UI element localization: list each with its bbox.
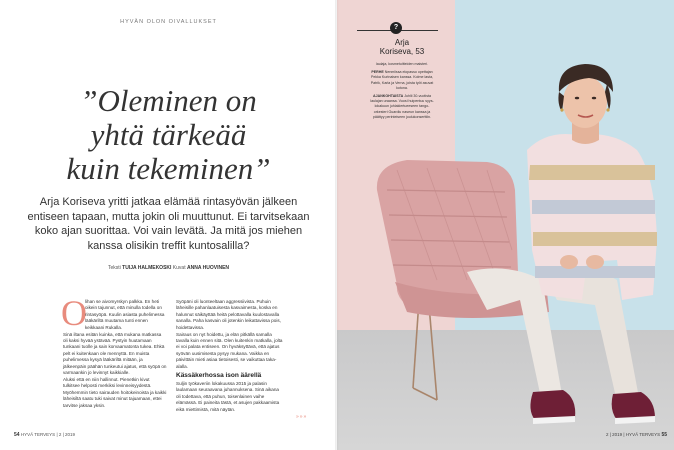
credits: [0, 265, 337, 271]
body-column-1: [61, 293, 167, 409]
body-paragraph: Suljin työkaveriin lokakuussa 2015 ja palasin laulamaan seuraavana juhannuksena. Sinä aikana oli todettava, että puhun, toisenlainen vaihe elämässä. Ei paineita tästä, et asujen pakkaamista eikä miettimistä, mitä näytän.: [176, 380, 280, 412]
info-paragraph-text: laulaja, kosmetuitteiden maisteri.: [375, 62, 429, 66]
info-text: [369, 62, 435, 123]
magazine-name: HYVÄ TERVEYS: [625, 432, 661, 437]
body-paragraph: lihan se aivomyrskyn palkka. En heti oikein tajunnut, että minulla todella on rintasyöpä. Kuulin asiasta puhelimessa lääkäriltä muutama tunti ennen keikkaani Rukalla.: [85, 299, 165, 330]
info-paragraph: [369, 94, 435, 120]
headline-line-1: ”Oleminen on: [80, 83, 257, 118]
headline-line-2: yhtä tärkeää: [90, 117, 247, 152]
subheading: Kässäkerhossa ison äärellä: [176, 371, 262, 379]
credit-text-label: Teksti: [107, 265, 121, 271]
page-number: 54: [14, 432, 20, 438]
issue-number: 2 | 2019: [605, 432, 623, 437]
body-paragraph: Sinä iltana esitän kuinka, että mukana matkassa oli kaksi hyvää ystävää. Pystyin huutamaan tunkaani tuolle ja sain korvaamatonta tukea. Ehkä pelt ei kuitenkaan ole mennyttä. En muista puhelimessa kysyä lääkäriltä mitään, ja jälkeenpäin päähän tunkeutui ajatus, että syöpä on varmaankin jo levinnyt kaikkialle.: [63, 331, 167, 375]
credit-text-author: TUIJA HALMEKOSKI: [122, 265, 172, 271]
info-paragraph-lead: AJANKOHTAISTA: [373, 94, 404, 99]
credit-photo-author: ANNA HUOVINEN: [186, 265, 230, 271]
lede: Arja Koriseva yritti jatkaa elämää rintasyövän jälkeen entiseen tapaan, mutta jokin oli muuttunut. Ei tarvitsekaan koko ajan suorittaa. Voi vain levätä. Ja mitä jos miehen kanssa olisikin treffit kuntosalilla?: [27, 196, 310, 252]
section-label: HYVÄN OLON OIVALLUKSET: [120, 19, 217, 25]
question-badge: ?: [390, 22, 402, 34]
issue-number: 2 | 2019: [58, 432, 76, 437]
drop-cap: O: [61, 293, 87, 333]
info-paragraph-text: Juhlii 30-vuotista laulajan uraansa. Vuosi huipentuu syys-lokakuun juhlakiertueeseen tango-orkesteri Guardiu naseun kanssa ja päättyy perinteiseen joulukonserttiin.: [370, 94, 434, 119]
headline: [20, 84, 317, 186]
right-page: [337, 0, 674, 450]
spine-shadow: [335, 0, 339, 450]
magazine-name: HYVÄ TERVEYS: [20, 432, 56, 437]
woman-portrait: [558, 64, 613, 144]
info-name-first: Arja: [394, 38, 410, 47]
info-paragraph: [369, 70, 435, 91]
info-name: [369, 39, 435, 56]
info-paragraph: [369, 62, 435, 67]
body-paragraph: Syöpäni oli luonteeltaan aggressiivista. Puhuin läheisille pahanlaatuisesta kasvaimesta, koska en halunnut säikäyttää heitä pelottavalla kuulostavalla sanalla. Paha kasvain oli jotenkin leikattavissa pois, hoidettavissa.: [176, 299, 281, 330]
credit-photo-label: Kuvat: [172, 265, 186, 271]
continue-marker: »»»: [296, 414, 308, 420]
info-name-last: Koriseva, 53: [379, 46, 425, 56]
headline-line-3: kuin tekeminen”: [66, 151, 271, 186]
info-paragraph-text: Nenmiissa elopasso opettajan Pekka Kurinaisen kanssa. Kolme lasta, Patrik, Karla ja Verna, joista työt asuvat kotona.: [370, 70, 434, 90]
body-paragraph: Sairaus on nyt hoidettu, ja elän pitkällä samalla tavalla kuin ennen sitä. Olen kuitenkin matkalla, jolta ei voi palata entiseen. On hyväksyttävä, että ajatus syövän uusimisesta pysyy mukana. Vaikka en päivittäin mieti asiaa tietoisesti, se vaikuttaa taka-alalla.: [176, 331, 283, 369]
info-paragraph-lead: PERHE: [371, 70, 384, 75]
burgundy-shoes: [530, 390, 655, 424]
striped-sweater: [527, 134, 657, 300]
folio-right: 2 | 2019 | HYVÄ TERVEYS 55: [605, 432, 667, 438]
folio-left: 54 HYVÄ TERVEYS | 2 | 2019: [14, 432, 76, 438]
page-number: 55: [661, 432, 667, 438]
body-paragraph: Aluksi että en niin hallinnut. Pienetkin kivut tulkitsee helposti merkiksi levinneisyydestä. Myöhemmin tieto sairauden hoitokeinoista ja kaikki läheisiltä saatu tuki saivat minut tajuamaan, ettei tarvitse jaksaa yksin.: [63, 376, 167, 408]
body-column-2: [176, 299, 284, 414]
